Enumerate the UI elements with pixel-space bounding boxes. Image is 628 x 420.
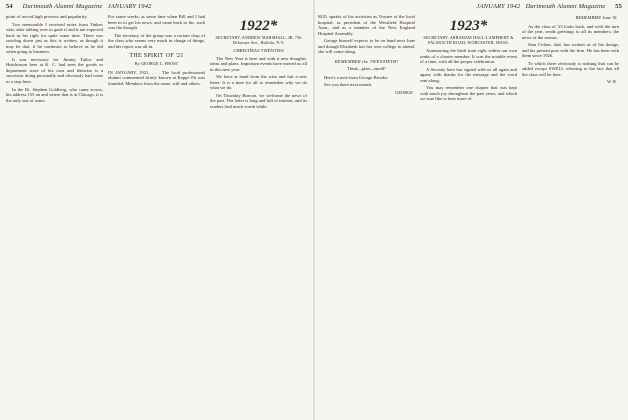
class-secretary: SECRETARY, ARRAHAM HALL-LAMPHERT & FALMOUTH ROAD, WORCESTER, MASS. bbox=[423, 35, 514, 45]
paragraph: As the class of '23 looks back, and with the turn of the year, sends greetings to all its members, the news of the season. bbox=[522, 23, 619, 40]
remember-callout: REMEMBER the TWENTIETH! bbox=[334, 58, 399, 64]
paragraph: point of record high prowess and popularity. bbox=[6, 14, 88, 19]
column-2 bbox=[420, 14, 517, 418]
issue-date: JANUARY 1942 bbox=[476, 3, 521, 10]
paragraph: Announcing the birth from right within our own ranks of a charter member. It was the notable event of a time, with all the proper celebration. bbox=[420, 48, 517, 65]
class-year-heading: 1922* bbox=[239, 18, 278, 34]
column-3 bbox=[522, 14, 619, 418]
column-1 bbox=[6, 14, 103, 418]
subhead: CHRISTMAS TWENTIES bbox=[233, 48, 284, 53]
paragraph: We have at hand from the wise and fair a new letter. It is a time for all to remember why we do what we do. bbox=[210, 74, 307, 91]
paragraph: Here's a note from George Brooks: bbox=[324, 74, 389, 80]
paragraph: George himself expects to be on hand next June and though Elizabeth has her own college to attend, she will come along. bbox=[318, 38, 415, 55]
issue-date: JANUARY 1942 bbox=[107, 3, 152, 10]
paragraph: It was necessary for Jimmy Tulloc and Hutchinson here at K. C. had seen the goods or department store of his own and likewise is a successor doing personally and obviously had come to a stop here. bbox=[6, 56, 103, 85]
paragraph: The secretary of the group was a certain chap of the class who seems very much in charge of things, and his report was all in. bbox=[108, 32, 205, 49]
magazine-title: Dartmouth Alumni Magazine bbox=[525, 3, 606, 10]
class-secretary: SECRETARY, ANDREW MARSHALL, JR. 736 Delaware Ave., Buffalo, N.Y. bbox=[215, 35, 302, 45]
paragraph: IN JANUARY, 1921, . . . The local professional alumni commented firmly known at Keppe Pit was founded. Members from the same, will and others. bbox=[108, 69, 205, 86]
paragraph: For some weeks, at some time when Bill and I had been in to get his news, and came back to his, such was the thought. bbox=[108, 14, 205, 31]
paragraph: To which there obviously is nothing that can be added except SWELL referring to the fact that all the class will be here. bbox=[522, 60, 619, 77]
signature: GEORGE bbox=[395, 90, 413, 96]
page-number: 55 bbox=[615, 3, 622, 10]
paragraph: Sam Colton, 2nd, has written us of his doings, and his present post with the firm. He has been with them since 1926. bbox=[522, 42, 619, 59]
column-2 bbox=[108, 14, 205, 418]
remember-subline: Think—plan—enroll! bbox=[347, 66, 386, 72]
paragraph: On Thursday Beacon, we welcome the news of the past. The letter is long and full of interest, and its readers find much worth while. bbox=[210, 92, 307, 109]
class-year-heading: 1923* bbox=[449, 18, 488, 34]
paragraph: In the Dr. Stephen Goldberg, who came across, his address 155 an and where that is at Chicago, it is the only one of some. bbox=[6, 86, 103, 103]
paragraph: The New Year is here and with it new thoughts, ideas and plans. Important events have moved us all in this new year. bbox=[210, 55, 307, 72]
section-title: THE SPIRIT OF '21 bbox=[129, 53, 184, 60]
column-1 bbox=[318, 14, 415, 418]
right-page bbox=[315, 0, 628, 420]
reminder-note: REMEMBER! June '41 bbox=[575, 15, 617, 20]
signature: W. R. bbox=[607, 79, 617, 85]
paragraph: M.D. speaks of his activities as Trustee of the local hospital, as president of the Westfield Hospital Assn., and as a member of the New England Hospital Assembly. bbox=[318, 14, 415, 36]
closing-line: See you there next month. bbox=[324, 82, 373, 88]
byline: By GEORGE L. FROST bbox=[134, 61, 179, 67]
running-head bbox=[477, 3, 623, 10]
page-number: 54 bbox=[6, 3, 13, 10]
left-page bbox=[0, 0, 313, 420]
magazine-title: Dartmouth Alumni Magazine bbox=[22, 3, 103, 10]
running-head bbox=[6, 3, 152, 10]
paragraph: You may remember one chapter that was kept with much joy throughout the past years, and which we sure like to hear more of. bbox=[420, 85, 517, 102]
column-3 bbox=[210, 14, 307, 418]
paragraph: Two memorable I received notes from Tinker, who, after talking over to quite if and it not expected back in his right for quite some time. There was swirling down just as this is written, as though it may be that, if he continues to believe as he did when going to business. bbox=[6, 21, 103, 55]
paragraph: A Seventy here has signed with us all again and again; with thanks for the message and the word sent along. bbox=[420, 66, 517, 83]
